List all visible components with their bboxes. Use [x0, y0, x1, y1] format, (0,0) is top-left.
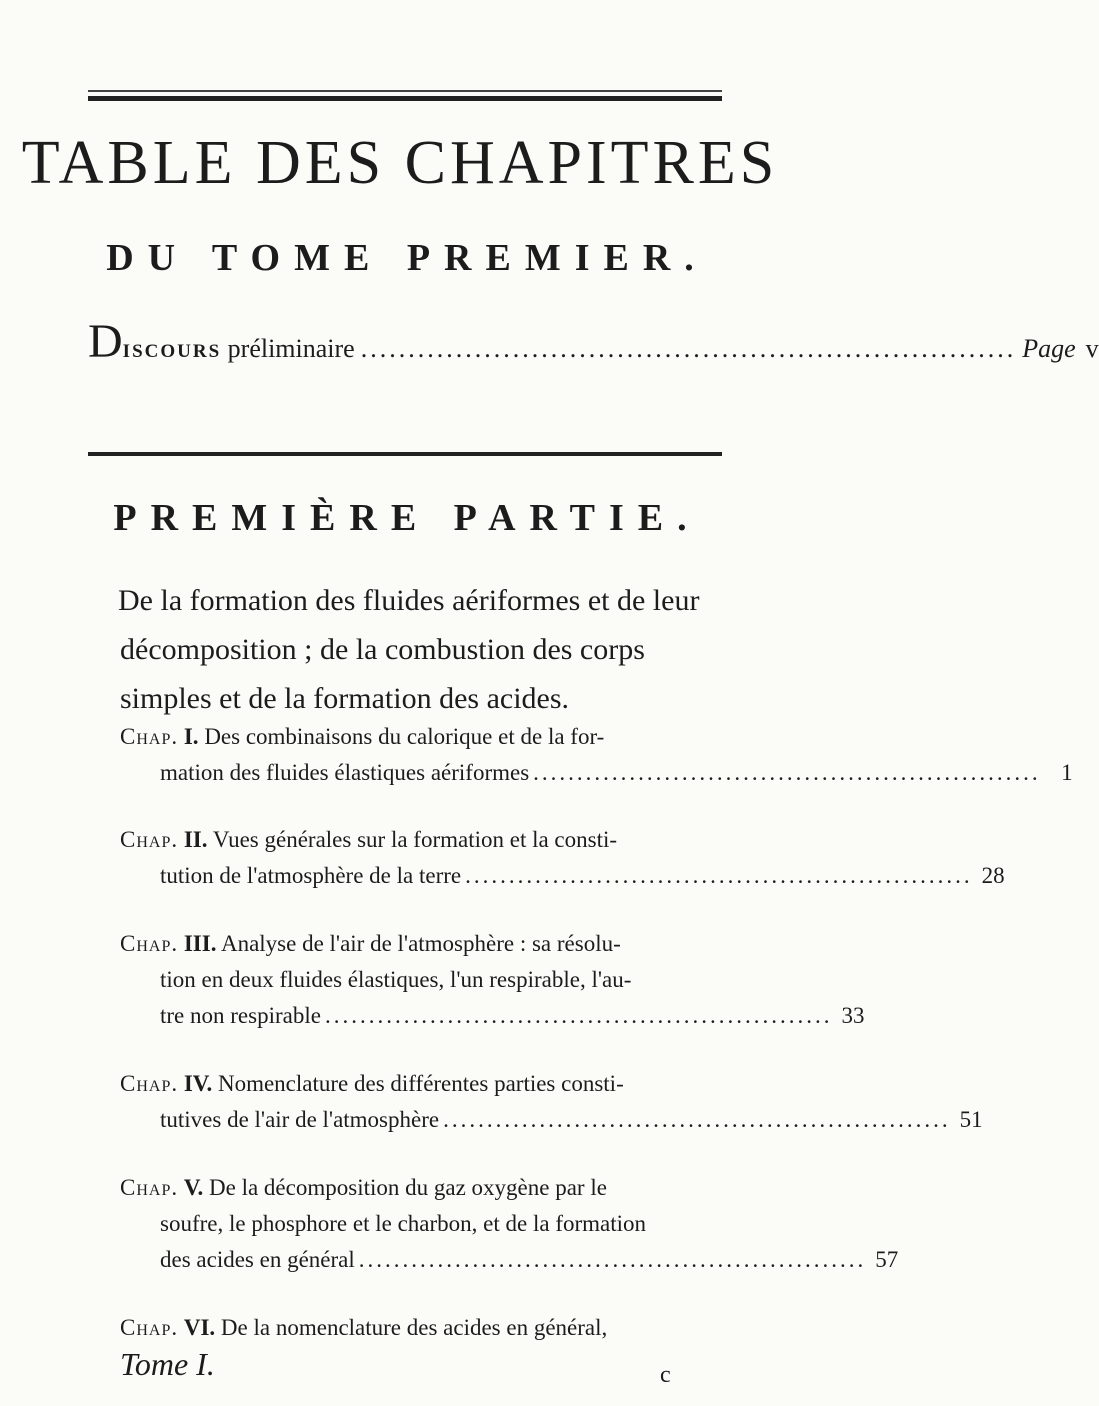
chapter-text: De la décomposition du gaz oxygène par le	[209, 1175, 607, 1200]
chapter-text-last: tre non respirable	[160, 1003, 321, 1028]
toc-entry-chapter-2	[120, 822, 1005, 894]
section-rule	[88, 452, 722, 456]
part-description-line: décomposition ; de la combustion des corps	[120, 633, 645, 666]
chapter-number: III.	[183, 931, 217, 956]
chapter-text: soufre, le phosphore et le charbon, et de la formation	[160, 1211, 647, 1236]
chapter-text-last: des acides en général	[160, 1247, 355, 1272]
discours-title	[88, 315, 355, 368]
dot-leader: ..........................................................	[443, 1107, 951, 1132]
discours-rest: préliminaire	[227, 334, 355, 363]
dot-leader: ..........................................................	[358, 1247, 867, 1272]
toc-entry-chapter-6	[120, 1310, 720, 1346]
chapter-number: IV.	[183, 1071, 213, 1096]
gathering-signature: c	[660, 1362, 671, 1388]
chapter-label: Chap.	[120, 1175, 179, 1200]
chapter-page-number: 28	[981, 863, 1005, 888]
toc-entry-chapter-1	[120, 719, 1073, 791]
dot-leader: ..........................................................	[465, 863, 973, 888]
toc-entry-chapter-4	[120, 1066, 983, 1138]
chapter-label: Chap.	[120, 1071, 179, 1096]
dot-leader: ..........................................................	[533, 760, 1041, 785]
chapter-label: Chap.	[120, 724, 179, 749]
chapter-text: tion en deux fluides élastiques, l'un respirable, l'au-	[160, 967, 632, 992]
chapter-number: II.	[183, 827, 208, 852]
chapter-label: Chap.	[120, 931, 179, 956]
discours-page-number: v	[1085, 334, 1099, 363]
chapter-number: V.	[183, 1175, 204, 1200]
chapter-text: Des combinaisons du calorique et de la for-	[204, 724, 605, 749]
part-description-line: De la formation des fluides aériformes et de leur	[118, 584, 700, 617]
chapter-page-number: 1	[1061, 760, 1073, 785]
volume-signature: Tome I.	[120, 1346, 215, 1382]
toc-entry-chapter-3	[120, 926, 865, 1034]
top-rule-thin	[88, 90, 722, 92]
chapter-text-last: tution de l'atmosphère de la terre	[160, 863, 462, 888]
chapter-text: Vues générales sur la formation et la consti-	[212, 827, 618, 852]
chapter-page-number: 33	[841, 1003, 865, 1028]
chapter-page-number: 57	[875, 1247, 899, 1272]
page-word: Page	[1022, 334, 1076, 363]
top-rule-thick	[88, 96, 722, 101]
part-title: PREMIÈRE PARTIE.	[113, 497, 701, 539]
toc-entry-discours	[88, 315, 1099, 368]
toc-entry-chapter-5	[120, 1170, 899, 1278]
chapter-text: Analyse de l'air de l'atmosphère : sa résolu-	[220, 931, 621, 956]
chapter-text: Nomenclature des différentes parties consti-	[217, 1071, 624, 1096]
chapter-number: I.	[183, 724, 199, 749]
dot-leader: .....................................................................	[360, 334, 1017, 363]
chapter-number: VI.	[183, 1315, 216, 1340]
discours-dropcap: D	[88, 315, 123, 368]
chapter-page-number: 51	[959, 1107, 983, 1132]
dot-leader: ..........................................................	[324, 1003, 833, 1028]
part-description	[120, 576, 720, 723]
chapter-text: De la nomenclature des acides en général,	[220, 1315, 608, 1340]
chapter-label: Chap.	[120, 1315, 179, 1340]
chapter-text-last: mation des fluides élastiques aériformes	[160, 760, 530, 785]
page-subtitle: DU TOME PREMIER.	[106, 237, 708, 279]
page-title: TABLE DES CHAPITRES	[21, 129, 779, 197]
chapter-label: Chap.	[120, 827, 179, 852]
chapter-text-last: tutives de l'air de l'atmosphère	[160, 1107, 440, 1132]
discours-caps: ISCOURS	[122, 341, 222, 362]
part-description-line: simples et de la formation des acides.	[120, 682, 570, 715]
